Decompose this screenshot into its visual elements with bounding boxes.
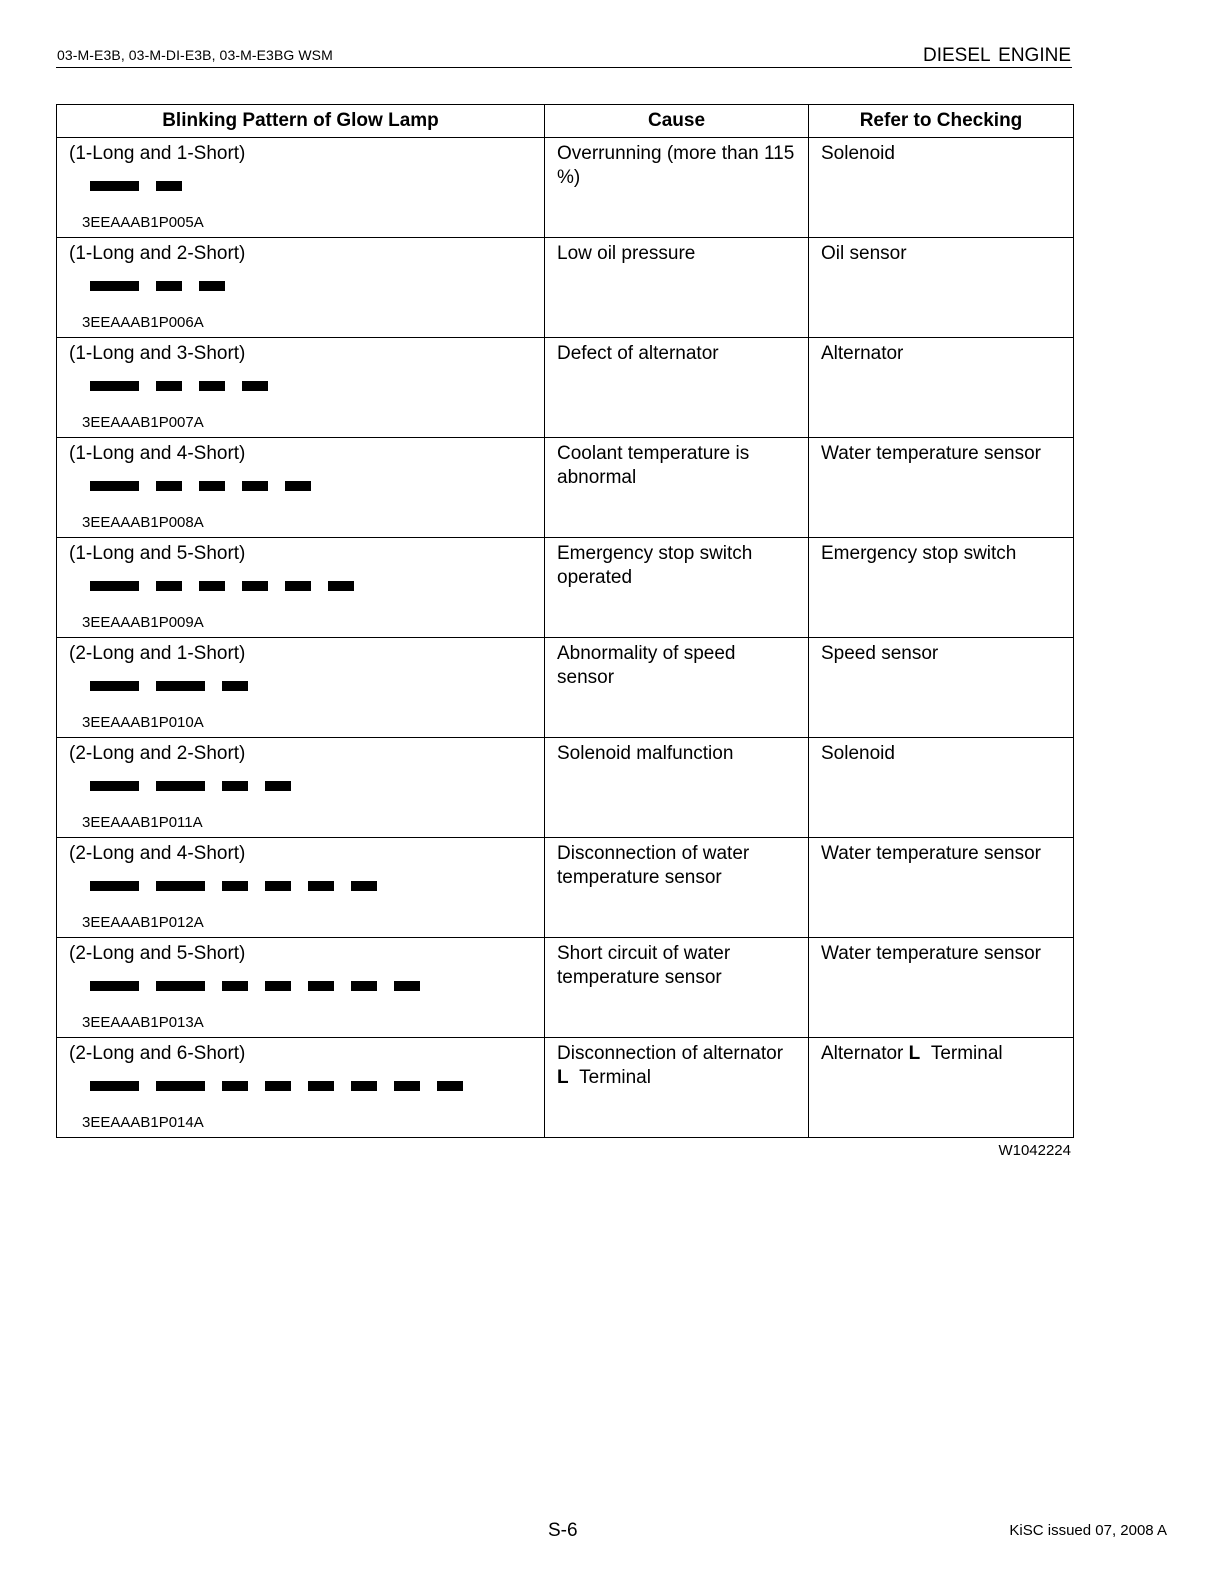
figure-code: 3EEAAAB1P008A	[82, 514, 204, 531]
blink-pattern-figure	[90, 381, 268, 391]
short-blink-bar	[156, 381, 182, 391]
short-blink-bar	[222, 1081, 248, 1091]
section-title: DIESEL ENGINE	[922, 45, 1071, 66]
short-blink-bar	[265, 1081, 291, 1091]
refer-cell	[809, 638, 1074, 738]
cause-cell	[545, 938, 809, 1038]
long-blink-bar	[156, 1081, 205, 1091]
pattern-cell	[57, 238, 545, 338]
pattern-label: (1-Long and 1-Short)	[69, 143, 246, 164]
figure-code: 3EEAAAB1P012A	[82, 914, 204, 931]
cause-text: Coolant temperature is abnormal	[557, 443, 750, 488]
glow-lamp-table	[56, 104, 1074, 1138]
long-blink-bar	[90, 881, 139, 891]
column-header-cause: Cause	[545, 105, 809, 138]
table-row	[57, 638, 1074, 738]
figure-code: 3EEAAAB1P009A	[82, 614, 204, 631]
short-blink-bar	[265, 781, 291, 791]
table-row	[57, 138, 1074, 238]
long-blink-bar	[90, 981, 139, 991]
long-blink-bar	[90, 581, 139, 591]
cause-text-pre: Disconnection of alternator	[557, 1043, 784, 1064]
pattern-label: (2-Long and 4-Short)	[69, 843, 246, 864]
pattern-label: (2-Long and 2-Short)	[69, 743, 246, 764]
long-blink-bar	[90, 1081, 139, 1091]
refer-text: Water temperature sensor	[821, 843, 1041, 864]
refer-text: Water temperature sensor	[821, 943, 1041, 964]
short-blink-bar	[285, 581, 311, 591]
refer-text: Water temperature sensor	[821, 443, 1041, 464]
pattern-label: (1-Long and 2-Short)	[69, 243, 246, 264]
short-blink-bar	[308, 881, 334, 891]
figure-code: 3EEAAAB1P005A	[82, 214, 204, 231]
cause-cell	[545, 138, 809, 238]
table-row	[57, 1038, 1074, 1138]
pattern-label: (2-Long and 5-Short)	[69, 943, 246, 964]
figure-code: 3EEAAAB1P011A	[82, 814, 203, 831]
cause-cell	[545, 538, 809, 638]
cause-text: Short circuit of water temperature sensor	[557, 943, 731, 988]
short-blink-bar	[328, 581, 354, 591]
short-blink-bar	[242, 581, 268, 591]
pattern-cell	[57, 538, 545, 638]
long-blink-bar	[156, 681, 205, 691]
pattern-cell	[57, 138, 545, 238]
refer-text: Solenoid	[821, 743, 895, 764]
short-blink-bar	[308, 981, 334, 991]
short-blink-bar	[222, 881, 248, 891]
refer-text-post: Terminal	[930, 1043, 1003, 1064]
short-blink-bar	[308, 1081, 334, 1091]
cause-text-post: Terminal	[579, 1067, 651, 1088]
reference-code: W1042224	[998, 1142, 1071, 1159]
cause-text	[545, 1038, 808, 1090]
long-blink-bar	[90, 481, 139, 491]
short-blink-bar	[199, 481, 225, 491]
short-blink-bar	[222, 681, 248, 691]
short-blink-bar	[199, 381, 225, 391]
table-row	[57, 238, 1074, 338]
short-blink-bar	[394, 1081, 420, 1091]
refer-cell	[809, 1038, 1074, 1138]
blink-pattern-figure	[90, 481, 311, 491]
blink-pattern-figure	[90, 1081, 463, 1091]
cause-cell	[545, 638, 809, 738]
short-blink-bar	[265, 981, 291, 991]
terminal-l-label: L	[557, 1067, 569, 1088]
blink-pattern-figure	[90, 981, 420, 991]
pattern-label: (2-Long and 1-Short)	[69, 643, 246, 664]
cause-text: Low oil pressure	[557, 243, 696, 264]
short-blink-bar	[437, 1081, 463, 1091]
figure-code: 3EEAAAB1P014A	[82, 1114, 204, 1131]
table-row	[57, 838, 1074, 938]
refer-text: Solenoid	[821, 143, 895, 164]
pattern-cell	[57, 638, 545, 738]
pattern-cell	[57, 838, 545, 938]
cause-cell	[545, 238, 809, 338]
table-row	[57, 338, 1074, 438]
document-id: 03-M-E3B, 03-M-DI-E3B, 03-M-E3BG WSM	[57, 47, 333, 63]
short-blink-bar	[222, 781, 248, 791]
cause-text: Solenoid malfunction	[557, 743, 734, 764]
refer-text: Oil sensor	[821, 243, 907, 264]
cause-cell	[545, 438, 809, 538]
blink-pattern-figure	[90, 281, 225, 291]
refer-cell	[809, 138, 1074, 238]
figure-code: 3EEAAAB1P006A	[82, 314, 204, 331]
issue-info: KiSC issued 07, 2008 A	[1009, 1522, 1167, 1539]
cause-cell	[545, 338, 809, 438]
short-blink-bar	[199, 281, 225, 291]
short-blink-bar	[265, 881, 291, 891]
cause-text: Emergency stop switch operated	[557, 543, 753, 588]
short-blink-bar	[222, 981, 248, 991]
pattern-cell	[57, 738, 545, 838]
pattern-cell	[57, 938, 545, 1038]
refer-text	[809, 1038, 1073, 1066]
short-blink-bar	[156, 281, 182, 291]
blink-pattern-figure	[90, 181, 182, 191]
cause-text: Disconnection of water temperature sensor	[557, 843, 750, 888]
blink-pattern-figure	[90, 881, 377, 891]
table-row	[57, 738, 1074, 838]
short-blink-bar	[351, 981, 377, 991]
short-blink-bar	[285, 481, 311, 491]
short-blink-bar	[199, 581, 225, 591]
blink-pattern-figure	[90, 681, 248, 691]
pattern-cell	[57, 1038, 545, 1138]
table-header-row	[57, 105, 1074, 138]
short-blink-bar	[242, 481, 268, 491]
refer-text: Emergency stop switch	[821, 543, 1017, 564]
cause-cell	[545, 738, 809, 838]
long-blink-bar	[90, 381, 139, 391]
long-blink-bar	[90, 181, 139, 191]
refer-cell	[809, 538, 1074, 638]
refer-text: Alternator	[821, 343, 904, 364]
long-blink-bar	[156, 781, 205, 791]
blink-pattern-figure	[90, 781, 291, 791]
cause-text: Abnormality of speed sensor	[557, 643, 736, 688]
refer-cell	[809, 438, 1074, 538]
cause-cell	[545, 1038, 809, 1138]
refer-cell	[809, 738, 1074, 838]
refer-cell	[809, 938, 1074, 1038]
table-row	[57, 438, 1074, 538]
column-header-refer: Refer to Checking	[809, 105, 1074, 138]
pattern-label: (1-Long and 3-Short)	[69, 343, 246, 364]
long-blink-bar	[156, 981, 205, 991]
short-blink-bar	[156, 181, 182, 191]
cause-text: Overrunning (more than 115 %)	[557, 143, 795, 188]
blink-pattern-figure	[90, 581, 354, 591]
pattern-label: (1-Long and 4-Short)	[69, 443, 246, 464]
short-blink-bar	[351, 1081, 377, 1091]
long-blink-bar	[90, 681, 139, 691]
column-header-pattern: Blinking Pattern of Glow Lamp	[57, 105, 545, 138]
pattern-cell	[57, 338, 545, 438]
refer-cell	[809, 238, 1074, 338]
pattern-label: (1-Long and 5-Short)	[69, 543, 246, 564]
figure-code: 3EEAAAB1P013A	[82, 1014, 204, 1031]
header-rule	[56, 67, 1072, 68]
terminal-l-label: L	[908, 1043, 921, 1064]
refer-text-pre: Alternator	[821, 1043, 904, 1064]
cause-text: Defect of alternator	[557, 343, 719, 364]
pattern-label: (2-Long and 6-Short)	[69, 1043, 246, 1064]
refer-cell	[809, 338, 1074, 438]
short-blink-bar	[351, 881, 377, 891]
refer-cell	[809, 838, 1074, 938]
table-row	[57, 938, 1074, 1038]
cause-cell	[545, 838, 809, 938]
long-blink-bar	[90, 281, 139, 291]
figure-code: 3EEAAAB1P007A	[82, 414, 204, 431]
short-blink-bar	[394, 981, 420, 991]
table-row	[57, 538, 1074, 638]
short-blink-bar	[242, 381, 268, 391]
short-blink-bar	[156, 481, 182, 491]
figure-code: 3EEAAAB1P010A	[82, 714, 204, 731]
refer-text: Speed sensor	[821, 643, 939, 664]
long-blink-bar	[90, 781, 139, 791]
page-number: S-6	[548, 1520, 578, 1541]
short-blink-bar	[156, 581, 182, 591]
pattern-cell	[57, 438, 545, 538]
long-blink-bar	[156, 881, 205, 891]
